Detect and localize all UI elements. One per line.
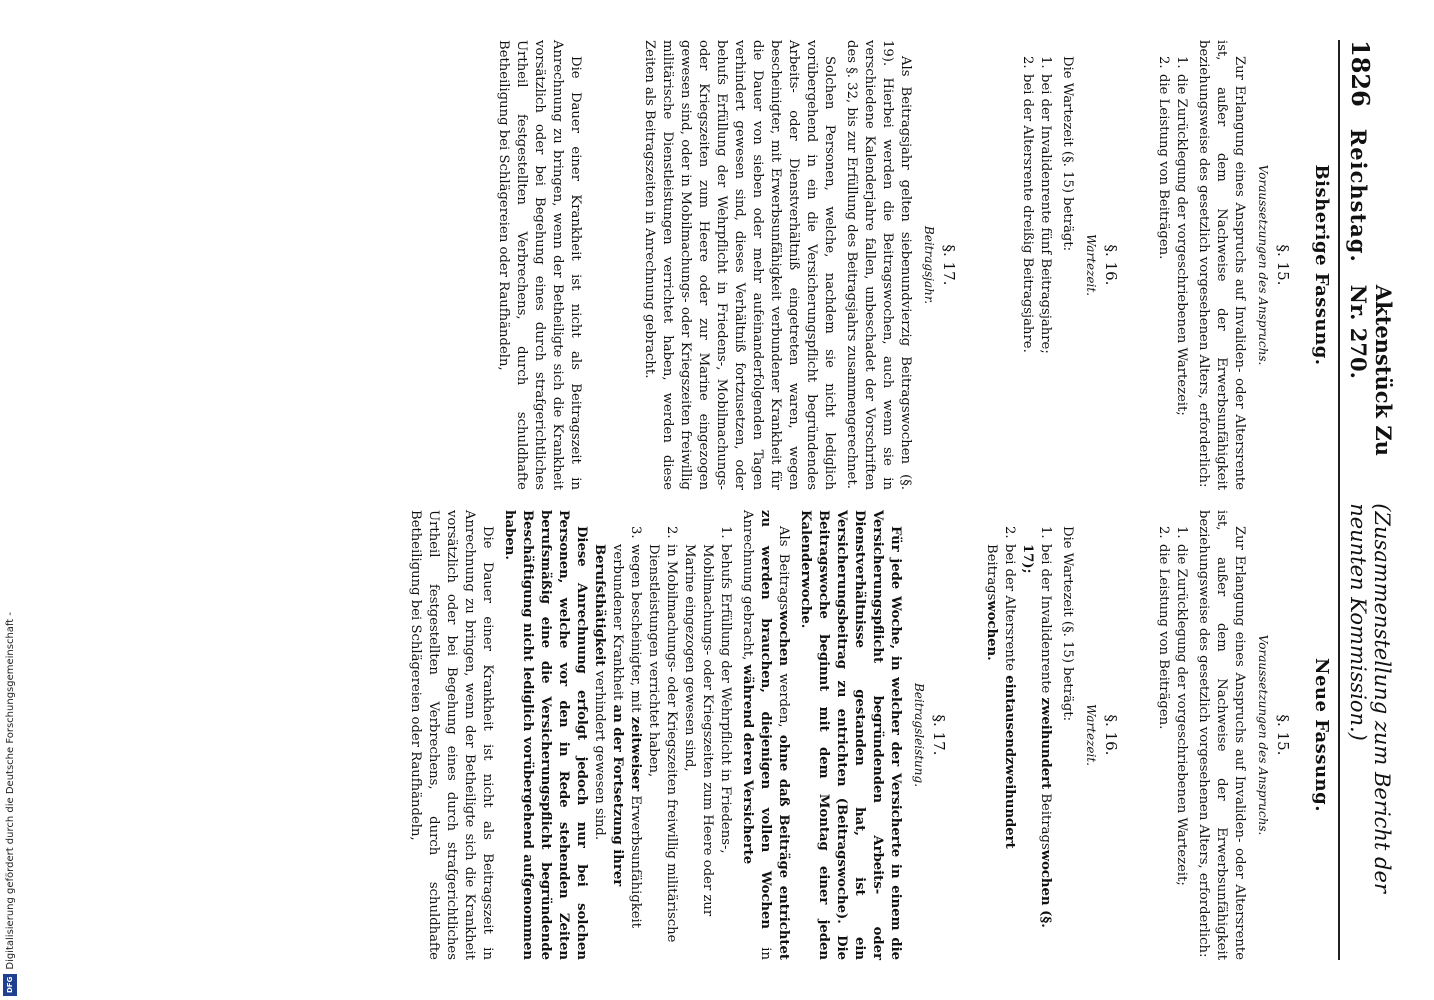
list-item — [1154, 40, 1172, 490]
item-number: 1. — [1038, 526, 1053, 539]
dfg-logo: DFG — [3, 974, 17, 996]
header-topic: Reichstag. — [1346, 128, 1371, 263]
column-new-version — [402, 510, 1334, 960]
changed-text: wochen. — [984, 600, 999, 661]
list-item — [680, 510, 734, 960]
section-number: §. 15. — [1274, 244, 1292, 286]
paragraph: Diese Anrechnung erfolgt jedoch nur bei solchen Personen, welche vor den in Rede stehenden Zeiten berufsmäßig eine die Versicherungspflicht begründende Beschäftigung nicht lediglich vorübergehend aufgenommen haben. — [502, 510, 589, 960]
item-text: verhindert gewesen sind. — [592, 666, 607, 841]
changed-text: an der Fortsetzung ihrer Berufsthätigkeit — [592, 544, 625, 887]
section-number: §. 16. — [1102, 714, 1120, 756]
list-item — [1172, 40, 1190, 490]
item-number: 2. — [1020, 56, 1035, 69]
paragraph: Solchen Personen, welche, nachdem sie nicht lediglich vorübergehend in ein die Versicherungspflicht begründendes Arbeits- oder Dienstverhältniß eingetreten waren, wegen bescheinigter, mit Erwerbsunfähigkeit verbundener Krankheit für die Dauer von sieben oder mehr aufeinanderfolgenden Tagen verhindert gewesen sind, dieses Verhältniß fortzusetzen, oder behufs Erfüllung der Wehrpflicht in Friedens-, Mobilmachungs- oder Kriegszeiten zum Heere oder zur Marine eingezogen gewesen sind, oder in Mobilmachungs- oder Kriegszeiten freiwillig militärische Dienstleistungen verrichtet haben, werden diese Zeiten als Beitragszeiten in Anrechnung gebracht. — [642, 40, 837, 490]
list-item — [1036, 40, 1054, 490]
list-item — [1018, 40, 1036, 490]
section-number: §. 15. — [1274, 714, 1292, 756]
changed-text: während deren Versicherte — [740, 664, 755, 865]
page-number: 1826 — [1346, 40, 1375, 107]
item-number: 1. — [1174, 526, 1189, 539]
item-text: die Leistung von Beiträgen. — [1156, 544, 1171, 730]
changed-text: eintausendzweihundert — [1002, 675, 1017, 849]
changed-text: ohne daß Beiträge entrichtet zu werden brauchen, diejenigen vollen Wochen — [758, 510, 791, 960]
item-number: 1. — [1038, 56, 1053, 69]
list-item — [590, 510, 644, 960]
changed-text: wochen — [776, 610, 791, 666]
text-span: Als Beitrags — [776, 526, 791, 611]
digitization-credit — [0, 6, 20, 996]
changed-text: wochen (§. 17); — [1020, 544, 1053, 928]
section-heading: Voraussetzungen des Anspruchs. — [1256, 634, 1270, 836]
spacer — [610, 40, 636, 490]
column-title: Bisherige Fassung. — [1311, 164, 1332, 366]
item-text: die Zurücklegung der vorgeschriebenen Wartezeit; — [1174, 74, 1189, 416]
spacer — [584, 40, 610, 490]
item-text: bei der Altersrente dreißig Beitragsjahre. — [1020, 74, 1035, 353]
text-span: in Anrechnung gebracht, — [740, 510, 773, 961]
paragraph: Die Wartezeit (§. 15) beträgt: — [1060, 56, 1075, 252]
item-number: 2. — [1156, 526, 1171, 539]
item-number: 3. — [628, 526, 643, 539]
credit-text: Digitalisierung gefördert durch die Deutsche Forschungsgemeinschaft - — [4, 612, 16, 970]
item-text: Beitrags — [1038, 789, 1053, 850]
spacer — [1128, 510, 1154, 960]
list-item — [644, 510, 680, 960]
item-text: die Zurücklegung der vorgeschriebenen Wartezeit; — [1174, 544, 1189, 886]
section-heading: Voraussetzungen des Anspruchs. — [1256, 164, 1270, 366]
changed-text: zeitweiser — [628, 716, 643, 792]
item-text: Beitrags — [984, 544, 999, 601]
section-number: §. 17. — [930, 714, 948, 756]
section-heading: Beitragsleistung. — [912, 682, 926, 788]
header-document: Aktenstück Zu Nr. 270. — [1346, 284, 1396, 456]
section-number: §. 17. — [940, 244, 958, 286]
item-number: 2. — [664, 526, 679, 539]
paragraph: Die Dauer einer Krankheit ist nicht als Beitragszeit in Anrechnung zu bringen, wenn der Betheiligte sich die Krankheit vorsätzlich oder bei Begehung eines durch strafgerichtliches Urtheil festgestellten Verbrechens, durch schuldhafte Betheiligung bei Schlägereien oder Raufhändeln, — [408, 510, 495, 960]
paragraph: Für jede Woche, in welcher der Versicherte in einem die Versicherungspflicht begründenden Arbeits- oder Dienstverhältnisse gestanden hat, ist ein Versicherungsbeitrag zu entrichten (Beitragswoche). Die Beitragswoche beginnt mit dem Montag einer jeden Kalenderwoche. — [798, 510, 903, 960]
item-number: 1. — [718, 526, 733, 539]
item-text: wegen bescheinigter, mit — [628, 544, 643, 717]
item-text: bei der Invalidenrente fünf Beitragsjahre; — [1038, 74, 1053, 354]
paragraph — [738, 510, 792, 960]
list-item — [982, 510, 1018, 960]
list-item — [1154, 510, 1172, 960]
column-title: Neue Fassung. — [1311, 658, 1332, 812]
spacer — [992, 40, 1018, 490]
text-span: werden, — [776, 665, 791, 735]
item-text: bei der Invalidenrente — [1038, 544, 1053, 698]
item-number: 1. — [1174, 56, 1189, 69]
section-heading: Beitragsjahr. — [922, 225, 936, 305]
paragraph: Zur Erlangung eines Anspruchs auf Invaliden- oder Altersrente ist, außer dem Nachweise der Erwerbsunfähigkeit beziehungsweise des gesetzlich vorgesehenen Alters, erforderlich: — [1196, 40, 1247, 490]
list-item — [1018, 510, 1054, 960]
item-text: die Leistung von Beiträgen. — [1156, 74, 1171, 260]
item-text: in Mobilmachungs- oder Kriegszeiten freiwillig militärische Dienstleistungen verrichtet haben, — [646, 544, 679, 943]
paragraph: Zur Erlangung eines Anspruchs auf Invaliden- oder Altersrente ist, außer dem Nachweise der Erwerbsunfähigkeit beziehungsweise des gesetzlich vorgesehenen Alters, erforderlich: — [1196, 510, 1247, 960]
item-text: behufs Erfüllung der Wehrpflicht in Friedens-, Mobilmachungs- oder Kriegszeiten zum Heere oder zur Marine eingezogen gewesen sind, — [682, 544, 733, 917]
item-text: bei der Altersrente — [1002, 544, 1017, 676]
spacer — [1128, 40, 1154, 490]
changed-text: zweihundert — [1038, 697, 1053, 790]
paragraph: Die Dauer einer Krankheit ist nicht als Beitragszeit in Anrechnung zu bringen, wenn der Betheiligte sich die Krankheit vorsätzlich oder bei Begehung eines durch strafgerichtliches Urtheil festgestellten Verbrechens, durch schuldhafte Betheiligung bei Schlägereien oder Raufhändeln, — [496, 40, 583, 490]
paragraph: Als Beitragsjahr gelten siebenundvierzig Beitragswochen (§. 19). Hierbei werden die Beitragswochen, auch wenn sie in verschiedene Kalenderjahre fallen, unbeschadet der Vorschriften des §. 32, bis zur Erfüllung des Beitragsjahrs zusammengerechnet. — [844, 40, 913, 490]
section-heading: Wartezeit. — [1084, 703, 1098, 766]
item-number: 2. — [1002, 526, 1017, 539]
section-number: §. 16. — [1102, 244, 1120, 286]
item-text: Erwerbsunfähigkeit verbundener Krankheit — [610, 544, 643, 929]
paragraph: Die Wartezeit (§. 15) beträgt: — [1060, 526, 1075, 722]
page-header — [1338, 40, 1394, 960]
section-heading: Wartezeit. — [1084, 233, 1098, 296]
column-old-version — [490, 40, 1334, 490]
spacer — [966, 40, 992, 490]
spacer — [956, 510, 982, 960]
list-item — [1172, 510, 1190, 960]
header-note: (Zusammenstellung zum Bericht der neunten Kommission.) — [1346, 503, 1394, 893]
item-number: 2. — [1156, 56, 1171, 69]
